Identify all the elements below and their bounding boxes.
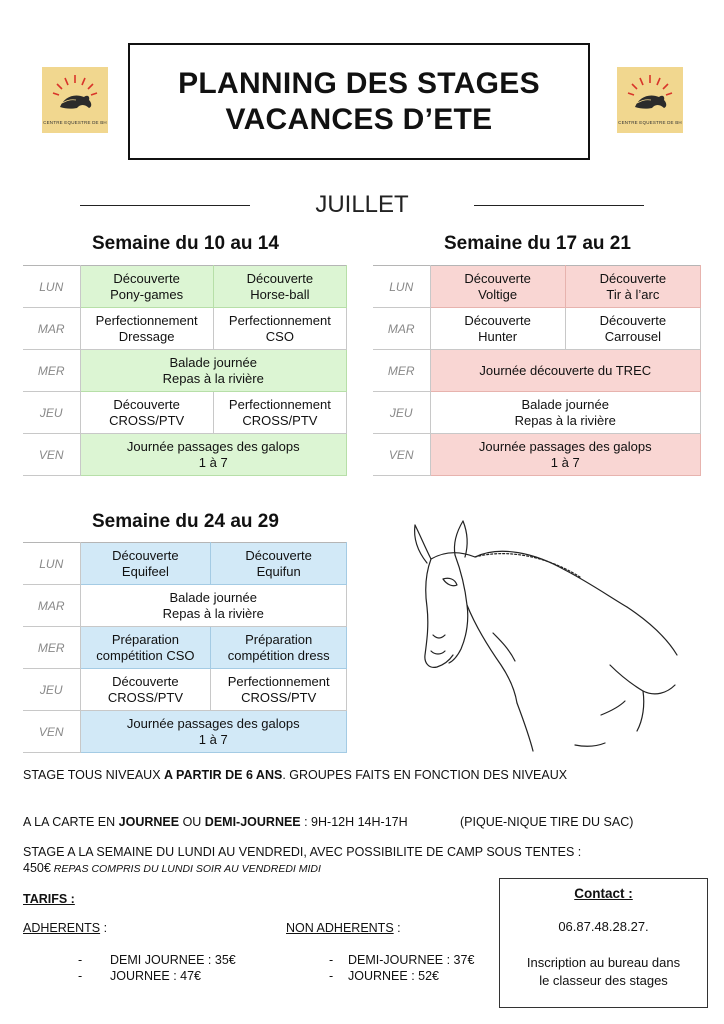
activity-line: Equifeel — [121, 563, 169, 579]
price-non-demi: DEMI-JOURNEE : 37€ — [348, 953, 475, 967]
activity-line: Voltige — [478, 286, 518, 302]
activity-cell — [213, 308, 346, 350]
table-row — [23, 627, 347, 669]
table-row — [23, 585, 347, 627]
activity-line: Découverte — [113, 396, 180, 412]
logo-text: CENTRE EQUESTRE DE BH — [43, 120, 107, 125]
activity-line: CSO — [265, 328, 294, 344]
schedule-week-3 — [23, 542, 347, 753]
day-label: MER — [23, 627, 80, 669]
table-row — [373, 350, 701, 392]
day-label: JEU — [23, 669, 80, 711]
activity-line: Repas à la rivière — [162, 370, 264, 386]
table-row — [23, 266, 347, 308]
week-title-1: Semaine du 10 au 14 — [92, 233, 279, 254]
month-divider-right — [474, 205, 644, 206]
price-adh-demi: DEMI JOURNEE : 35€ — [110, 953, 236, 967]
contact-info-line: Inscription au bureau dans — [526, 955, 681, 970]
day-label: JEU — [373, 392, 430, 434]
activity-cell — [213, 392, 346, 434]
info-line-4 — [23, 861, 321, 875]
table-row — [373, 392, 701, 434]
activity-cell — [80, 627, 211, 669]
activity-line: Journée passages des galops — [126, 715, 300, 731]
day-label: MER — [373, 350, 430, 392]
activity-line: Découverte — [246, 270, 314, 286]
activity-line: Carrousel — [604, 328, 662, 344]
activity-line: 1 à 7 — [198, 454, 228, 470]
table-row — [373, 266, 701, 308]
activity-cell — [80, 308, 213, 350]
colon: : — [393, 921, 401, 935]
activity-cell — [80, 350, 347, 392]
activity-line: compétition dress — [227, 647, 330, 663]
activity-cell — [430, 266, 565, 308]
info-text-bold: A PARTIR DE 6 ANS — [164, 768, 283, 782]
table-row — [23, 308, 347, 350]
logo-right — [617, 67, 683, 133]
day-label: LUN — [23, 266, 80, 308]
non-adherents-label: NON ADHERENTS — [286, 921, 394, 935]
activity-line: Perfectionnement — [228, 312, 331, 328]
month-title: JUILLET — [315, 191, 409, 218]
activity-cell — [211, 669, 347, 711]
activity-line: 1 à 7 — [198, 731, 228, 747]
contact-info — [500, 954, 707, 990]
contact-info-line: le classeur des stages — [539, 973, 668, 988]
activity-cell — [565, 266, 700, 308]
activity-line: 1 à 7 — [550, 454, 580, 470]
activity-cell — [430, 434, 701, 476]
activity-cell — [80, 669, 211, 711]
activity-line: Préparation — [111, 631, 180, 647]
activity-cell — [430, 350, 701, 392]
month-divider-left — [80, 205, 250, 206]
activity-cell — [80, 711, 347, 753]
adherents-heading — [23, 921, 107, 935]
day-label: LUN — [23, 543, 80, 585]
non-adherents-heading — [286, 921, 401, 935]
info-text: STAGE TOUS NIVEAUX — [23, 768, 165, 782]
logo-left — [42, 67, 108, 133]
activity-line: CROSS/PTV — [107, 689, 183, 705]
activity-line: CROSS/PTV — [109, 412, 185, 428]
page-title-line1: PLANNING DES STAGES — [178, 66, 540, 100]
list-bullet: - — [329, 969, 334, 983]
activity-line: Journée passages des galops — [478, 438, 652, 454]
colon: : — [100, 921, 108, 935]
info-text: A LA CARTE EN — [23, 815, 119, 829]
activity-line: Repas à la rivière — [514, 412, 616, 428]
table-row — [23, 669, 347, 711]
activity-line: Découverte — [464, 270, 531, 286]
info-note: REPAS COMPRIS DU LUNDI SOIR AU VENDREDI MIDI — [50, 863, 321, 875]
activity-line: Perfectionnement — [228, 396, 331, 412]
day-label: JEU — [23, 392, 80, 434]
activity-line: Découverte — [245, 547, 312, 563]
activity-line: Repas à la rivière — [162, 605, 264, 621]
activity-line: Hunter — [478, 328, 518, 344]
day-label: VEN — [23, 711, 80, 753]
info-text: . GROUPES FAITS EN FONCTION DES NIVEAUX — [282, 768, 568, 782]
info-line-2 — [23, 815, 408, 829]
logo-text: CENTRE EQUESTRE DE BH — [618, 120, 682, 125]
activity-line: Balade journée — [521, 396, 609, 412]
activity-line: Journée passages des galops — [126, 438, 300, 454]
contact-box — [499, 878, 708, 1008]
day-label: MAR — [373, 308, 430, 350]
table-row — [23, 350, 347, 392]
activity-line: Horse-ball — [250, 286, 310, 302]
table-row — [23, 711, 347, 753]
activity-line: Perfectionnement — [95, 312, 198, 328]
schedule-week-1 — [23, 265, 347, 476]
activity-line: Préparation — [245, 631, 313, 647]
title-box — [128, 43, 590, 160]
day-label: VEN — [23, 434, 80, 476]
info-line-1 — [23, 768, 567, 782]
activity-line: Pony-games — [110, 286, 184, 302]
info-text: OU — [179, 815, 205, 829]
day-label: VEN — [373, 434, 430, 476]
activity-cell — [80, 585, 347, 627]
activity-line: compétition CSO — [96, 647, 195, 663]
table-row — [23, 543, 347, 585]
activity-line: Dressage — [118, 328, 175, 344]
tarifs-title: TARIFS : — [23, 892, 75, 906]
activity-line: Découverte — [113, 270, 180, 286]
info-price: 450€ — [23, 861, 51, 875]
activity-line: Equifun — [256, 563, 301, 579]
activity-cell — [565, 308, 700, 350]
activity-line: Découverte — [112, 547, 179, 563]
activity-cell — [80, 434, 347, 476]
info-line-3: STAGE A LA SEMAINE DU LUNDI AU VENDREDI, AVEC POSSIBILITE DE CAMP SOUS TENTES : — [23, 845, 582, 859]
contact-title: Contact : — [574, 886, 633, 901]
info-text-bold: DEMI-JOURNEE — [204, 815, 301, 829]
activity-cell — [213, 266, 346, 308]
list-bullet: - — [329, 953, 334, 967]
day-label: MER — [23, 350, 80, 392]
activity-line: Balade journée — [169, 589, 257, 605]
price-adh-journee: JOURNEE : 47€ — [110, 969, 202, 983]
activity-line: CROSS/PTV — [242, 412, 318, 428]
activity-line: Découverte — [112, 673, 179, 689]
activity-line: Journée découverte du TREC — [479, 362, 652, 378]
day-label: MAR — [23, 585, 80, 627]
activity-cell — [80, 266, 213, 308]
week-title-2: Semaine du 17 au 21 — [444, 233, 631, 254]
activity-cell — [80, 392, 213, 434]
activity-cell — [430, 308, 565, 350]
list-bullet: - — [78, 953, 83, 967]
activity-cell — [80, 543, 211, 585]
activity-line: CROSS/PTV — [241, 689, 317, 705]
table-row — [23, 392, 347, 434]
day-label: MAR — [23, 308, 80, 350]
activity-cell — [211, 627, 347, 669]
activity-cell — [430, 392, 701, 434]
week-title-3: Semaine du 24 au 29 — [92, 511, 279, 532]
activity-line: Découverte — [599, 312, 667, 328]
activity-cell — [211, 543, 347, 585]
info-picnic: (PIQUE-NIQUE TIRE DU SAC) — [460, 815, 634, 829]
contact-phone: 06.87.48.28.27. — [558, 919, 649, 934]
table-row — [373, 308, 701, 350]
activity-line: Découverte — [464, 312, 531, 328]
table-row — [23, 434, 347, 476]
activity-line: Tir à l’arc — [606, 286, 660, 302]
price-non-journee: JOURNEE : 52€ — [348, 969, 440, 983]
activity-line: Découverte — [599, 270, 667, 286]
activity-line: Balade journée — [169, 354, 257, 370]
schedule-week-2 — [373, 265, 701, 476]
info-text-bold: JOURNEE — [118, 815, 180, 829]
table-row — [373, 434, 701, 476]
list-bullet: - — [78, 969, 83, 983]
adherents-label: ADHERENTS — [23, 921, 101, 935]
page-title-line2: VACANCES D’ETE — [225, 102, 493, 136]
horse-head-illustration-icon — [405, 515, 695, 765]
day-label: LUN — [373, 266, 430, 308]
info-text: : 9H-12H 14H-17H — [300, 815, 408, 829]
activity-line: Perfectionnement — [227, 673, 330, 689]
